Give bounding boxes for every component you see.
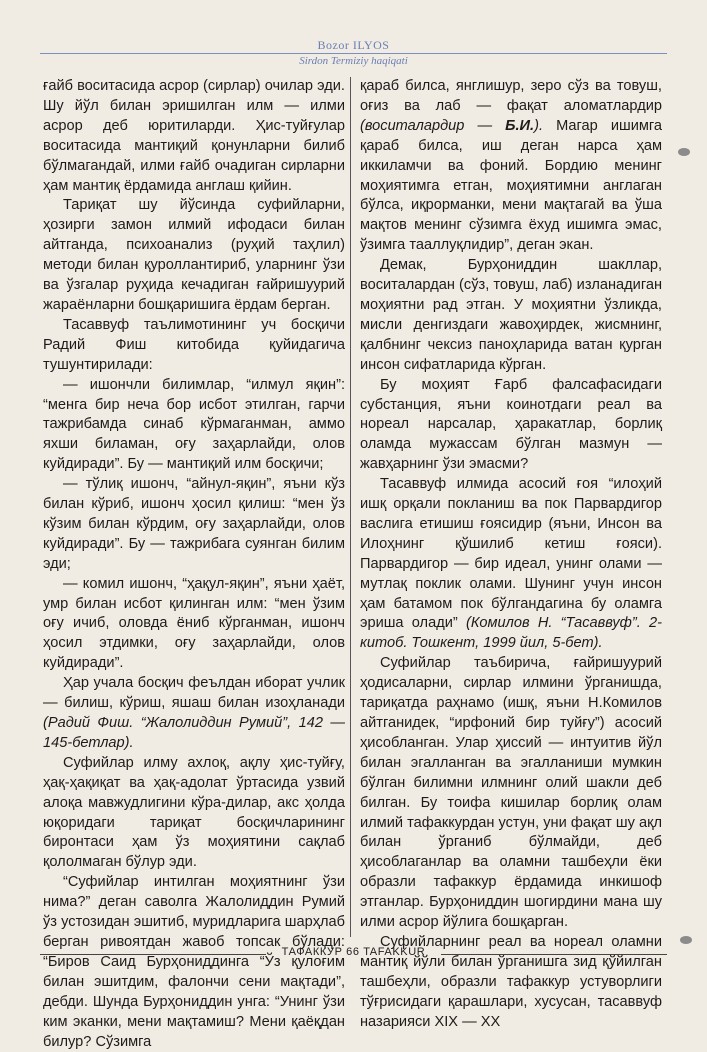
paragraph: — ишончли билимлар, “илмул яқин”: “менга бир неча бор исбот этилган, гарчи тажрибамда синаб кўрмаганман, аммо яхши биламан, оғу заҳарлайди, олов куйдиради”. Бу — мантиқий илм босқичи; (43, 376, 345, 473)
paragraph: Суфийларнинг реал ва нореал оламни мантиқ йўли билан ўрганишга зид қўйилган ташбеҳли, образли тафаккур устуворлиги тўғрисидаги қарашлари, хусусан, тасаввуф назарияси XIX — XX (360, 933, 662, 1030)
citation: (Радий Фиш. “Жалолиддин Румий”, 142 — 145-бетлар). (43, 715, 345, 751)
right-column (360, 77, 662, 1033)
running-head-title: Sirdon Termiziy haqiqati (299, 55, 408, 67)
citation: (Комилов Н. “Тасаввуф”. 2-китоб. Тошкент, 1999 йил, 5-бет). (360, 615, 662, 652)
paragraph-text: қараб билса, янглишур, зеро сўз ва товуш, оғиз ва лаб — фақат аломатлардир (360, 78, 662, 114)
paper-speck (678, 148, 690, 156)
page-footer (40, 946, 667, 962)
paragraph: Суфийлар таъбирича, ғайришуурий ҳодисаларни, сирлар илмини ўрганишда, тариқатда раҳнамо (ишқ, яъни Н.Комилов айтганидек, “ирфоний бир туйғу”) асосий ҳисобланган. Улар ҳиссий — интуитив йўл билан эгалланган ва эгалланиши мумкин бўлган билимни илмнинг олий шакли деб билган. Бу тоифа кишилар борлиқ олам илмий тафаккурдан устун, уни фақат шу ақл билан ўрганиб бўлмайди, деб ҳисоблаганлар ва оламни ташбеҳли ёки образли тафаккур ёрдамида инкишоф этганлар. Бурҳониддин шогирдини мана шу илми асрор йўлига бошқарган. (360, 655, 662, 931)
paragraph-text: Тасаввуф илмида асосий ғоя “илоҳий ишқ орқали покланиш ва пок Парвардигор васлига етишиш ғоясидир (яъни, Инсон ва Илоҳнинг қўшилиб кетиш ғояси). Парвардигор — бир идеал, унинг олами — мутлақ поклик олами. Шунинг учун инсон ҳам батамом пок бўлгандагина бу оламга эриша олади” (360, 476, 662, 632)
paragraph (360, 475, 662, 654)
paragraph-text: Магар ишимга қараб билса, иш деган нарса ҳам иккиламчи ва фоний. Бордию менинг моҳиятимга етган, моҳиятимни англаган бўлса, иқрорманки, мени мақтагай ва ўша мақтов менинг сўзимга ёхуд ишимга эмас, ўзимга тааллуқлидир”, деган экан. (360, 117, 662, 254)
left-column (43, 77, 345, 1052)
paragraph (43, 674, 345, 754)
running-head-author: Bozor ILYOS (317, 38, 390, 52)
footer-rule-right (441, 954, 667, 955)
paragraph: ғайб воситасида асрор (сирлар) очилар эди. Шу йўл билан эришилган илм — илми асрор деб юритиларди. Ҳис-туйғулар воситасида мантиқий қонунларни билиб бўлмагандай, илми ғайб очадиган сирларни ҳам мантиқ ёрдамида англаш қийин. (43, 78, 345, 194)
paper-speck (680, 936, 692, 944)
editor-initials: Б.И. (505, 117, 535, 134)
paragraph: Тасаввуф таълимотининг уч босқичи Радий Фиш китобида қуйидагича тушунтирилади: (43, 316, 345, 373)
paragraph: Тариқат шу йўсинда суфийларни, ҳозирги замон илмий ифодаси билан айтганда, психоанализ (руҳий таҳлил) методи билан қуроллантириб, уларнинг ўзи ва ўзгалар руҳида кечадиган ғайришуурий жараёнларни бошқаришига ёрдам берган. (43, 197, 345, 313)
paragraph (360, 77, 662, 256)
paragraph: “Суфийлар интилган моҳиятнинг ўзи нима?” деган саволга Жалолиддин Румий ўз устозидан эшитиб, муридларига шарҳлаб берган ривоятдан жавоб топсак бўлади: “Биров Саид Бурҳониддинга “Ўз қулоғим билан эшитдим, фалончи сени мақтади”, дебди. Шунда Бурҳониддин унга: “Унинг ўзи ким эканки, мени мақтамиш? Мени қаёқдан билур? Сўзимга (43, 874, 345, 1050)
paragraph: Суфийлар илму ахлоқ, ақлу ҳис-туйғу, ҳақ-ҳақиқат ва ҳақ-адолат ўртасида узвий алоқа мавжудлигини кўра-дилар, акс ҳолда юқоридаги тариқат босқичларининг биронтаси ҳам ўз моҳиятини сақлаб қололмаган бўлур эди. (43, 754, 345, 871)
footer-rule-left (40, 954, 266, 955)
column-divider (350, 77, 351, 937)
page-header (40, 38, 667, 70)
paragraph: — тўлиқ ишонч, “айнул-яқин”, яъни кўз билан кўриб, ишонч ҳосил қилиш: “мен ўз кўзим билан кўрдим, оғу заҳарлайди, олов куйдиради”. Бу — тажрибага суянган билим эди; (43, 476, 345, 572)
editorial-note-close: ). (534, 117, 544, 134)
editorial-note: (воситалардир — (360, 117, 506, 134)
paragraph-text: Ҳар учала босқич феълдан иборат учлик — билиш, кўриш, яшаш билан изоҳланади (43, 675, 345, 712)
footer-text: ТАФАККУР 66 TAFAKKUR (281, 946, 426, 958)
paragraph: Бу моҳият Ғарб фалсафасидаги субстанция, яъни коинотдаги реал ва нореал нарсалар, ҳаракатлар, борлиқ оламда мужассам бўлган мазмун — жавҳарнинг ўзи эмасми? (360, 376, 662, 473)
paragraph: — комил ишонч, “ҳақул-яқин”, яъни ҳаёт, умр билан исбот қилинган илм: “мен ўзим оғу ичиб, оловда ёниб кўрганман, ишонч ҳосил этдимки, оғу заҳарлайди, олов куйдиради”. (43, 575, 345, 672)
header-rule (40, 53, 667, 54)
paragraph: Демак, Бурҳониддин шакллар, воситалардан (сўз, товуш, лаб) изланадиган моҳиятни рад этган. У моҳиятни ўзликда, мисли денгиздаги жавоҳирдек, жисмнинг, қалбнинг чексиз паноҳларида ватан қурган инсон сифатларида кўрган. (360, 257, 662, 373)
